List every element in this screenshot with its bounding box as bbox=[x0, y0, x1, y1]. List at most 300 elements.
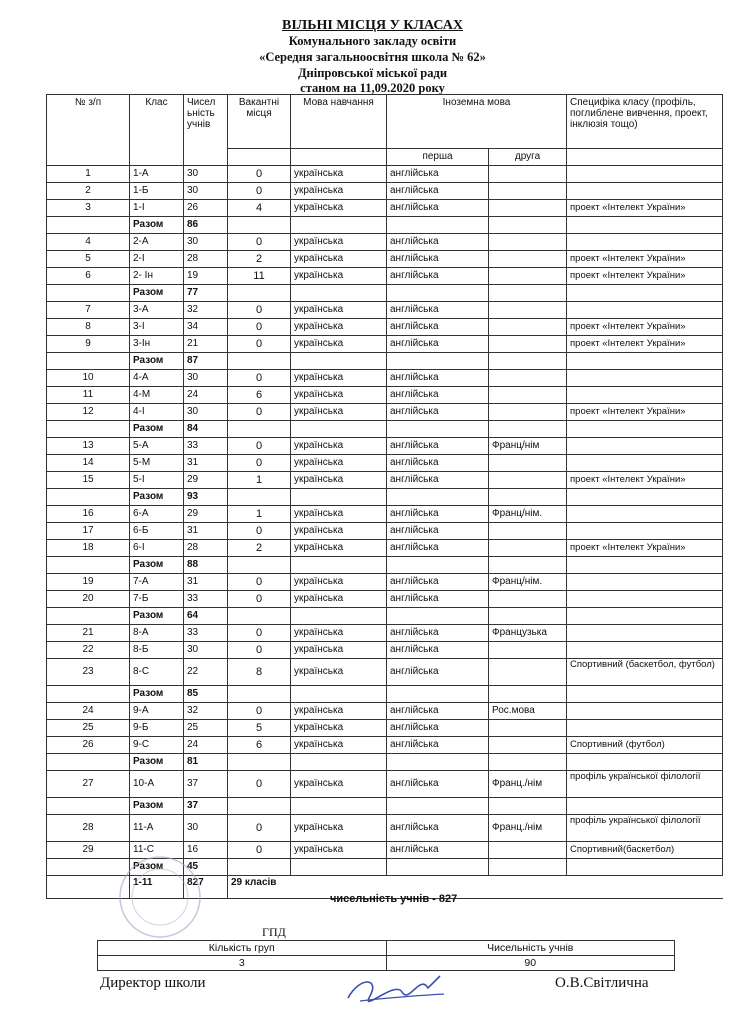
header-row bbox=[47, 95, 723, 149]
subtotal-row bbox=[47, 217, 723, 234]
first-foreign-language: англійська bbox=[387, 523, 489, 540]
row-number: 3 bbox=[47, 200, 130, 217]
pupil-count: 30 bbox=[184, 404, 228, 421]
vacant-places: 0 bbox=[228, 815, 291, 842]
subtotal-row bbox=[47, 686, 723, 703]
second-foreign-language bbox=[489, 268, 567, 285]
row-number: 17 bbox=[47, 523, 130, 540]
vacant-places: 1 bbox=[228, 472, 291, 489]
pupil-count: 16 bbox=[184, 842, 228, 859]
class-name: 2-А bbox=[130, 234, 184, 251]
pupil-count: 24 bbox=[184, 387, 228, 404]
table-row bbox=[47, 703, 723, 720]
study-language: українська bbox=[291, 387, 387, 404]
first-foreign-language: англійська bbox=[387, 370, 489, 387]
class-specifics bbox=[567, 625, 723, 642]
row-number: 22 bbox=[47, 642, 130, 659]
table-row bbox=[47, 438, 723, 455]
class-name: 6-А bbox=[130, 506, 184, 523]
class-specifics bbox=[567, 506, 723, 523]
row-number: 11 bbox=[47, 387, 130, 404]
table-row bbox=[47, 625, 723, 642]
grand-total-class-count: 29 класів bbox=[231, 877, 277, 888]
header-class: Клас bbox=[130, 95, 184, 166]
first-foreign-language: англійська bbox=[387, 183, 489, 200]
second-foreign-language: Французька bbox=[489, 625, 567, 642]
second-foreign-language bbox=[489, 737, 567, 754]
class-specifics: профіль української філології bbox=[567, 815, 723, 842]
class-specifics bbox=[567, 387, 723, 404]
class-specifics: проект «Інтелект України» bbox=[567, 336, 723, 353]
director-signature bbox=[340, 968, 450, 1008]
class-name: 7-Б bbox=[130, 591, 184, 608]
class-specifics: проект «Інтелект України» bbox=[567, 404, 723, 421]
header-first-language: перша bbox=[387, 149, 489, 166]
class-specifics bbox=[567, 703, 723, 720]
document-title: ВІЛЬНІ МІСЦЯ У КЛАСАХ bbox=[282, 18, 463, 33]
subtotal-row bbox=[47, 798, 723, 815]
class-specifics: проект «Інтелект України» bbox=[567, 319, 723, 336]
vacant-places: 0 bbox=[228, 183, 291, 200]
vacant-places: 0 bbox=[228, 574, 291, 591]
first-foreign-language: англійська bbox=[387, 200, 489, 217]
subtotal-row bbox=[47, 353, 723, 370]
row-number: 10 bbox=[47, 370, 130, 387]
class-specifics bbox=[567, 183, 723, 200]
table-body bbox=[47, 166, 723, 876]
first-foreign-language: англійська bbox=[387, 720, 489, 737]
second-foreign-language bbox=[489, 404, 567, 421]
pupil-count: 30 bbox=[184, 815, 228, 842]
pupil-count: 30 bbox=[184, 642, 228, 659]
class-name: 9-А bbox=[130, 703, 184, 720]
pupil-count: 30 bbox=[184, 234, 228, 251]
subtotal-pupils: 77 bbox=[184, 285, 228, 302]
subtotal-row bbox=[47, 489, 723, 506]
class-name: 1-І bbox=[130, 200, 184, 217]
class-name: 8-С bbox=[130, 659, 184, 686]
row-number: 16 bbox=[47, 506, 130, 523]
second-foreign-language bbox=[489, 720, 567, 737]
subtotal-pupils: 93 bbox=[184, 489, 228, 506]
subtotal-pupils: 86 bbox=[184, 217, 228, 234]
pupil-count: 25 bbox=[184, 720, 228, 737]
second-foreign-language bbox=[489, 302, 567, 319]
row-number: 12 bbox=[47, 404, 130, 421]
class-name: 3-І bbox=[130, 319, 184, 336]
study-language: українська bbox=[291, 771, 387, 798]
table-row bbox=[47, 737, 723, 754]
gpd-groups-value: 3 bbox=[98, 956, 387, 971]
row-number: 21 bbox=[47, 625, 130, 642]
class-specifics bbox=[567, 455, 723, 472]
subtotal-row bbox=[47, 608, 723, 625]
table-row bbox=[47, 319, 723, 336]
class-name: 5-М bbox=[130, 455, 184, 472]
first-foreign-language: англійська bbox=[387, 659, 489, 686]
first-foreign-language: англійська bbox=[387, 625, 489, 642]
table-row bbox=[47, 815, 723, 842]
study-language: українська bbox=[291, 472, 387, 489]
class-name: 1-Б bbox=[130, 183, 184, 200]
vacant-places: 0 bbox=[228, 404, 291, 421]
table-row bbox=[47, 659, 723, 686]
subtotal-label: Разом bbox=[130, 798, 184, 815]
class-name: 1-А bbox=[130, 166, 184, 183]
class-name: 10-А bbox=[130, 771, 184, 798]
second-foreign-language: Рос.мова bbox=[489, 703, 567, 720]
study-language: українська bbox=[291, 234, 387, 251]
second-foreign-language bbox=[489, 523, 567, 540]
subtotal-label: Разом bbox=[130, 557, 184, 574]
table-row bbox=[47, 387, 723, 404]
class-specifics: профіль української філології bbox=[567, 771, 723, 798]
study-language: українська bbox=[291, 251, 387, 268]
subtotal-label: Разом bbox=[130, 489, 184, 506]
vacant-places: 0 bbox=[228, 625, 291, 642]
table-row bbox=[47, 200, 723, 217]
study-language: українська bbox=[291, 720, 387, 737]
subtotal-label: Разом bbox=[130, 285, 184, 302]
class-specifics bbox=[567, 523, 723, 540]
first-foreign-language: англійська bbox=[387, 302, 489, 319]
first-foreign-language: англійська bbox=[387, 166, 489, 183]
table-row bbox=[47, 404, 723, 421]
pupil-count: 31 bbox=[184, 523, 228, 540]
table-row bbox=[47, 771, 723, 798]
table-row bbox=[47, 183, 723, 200]
first-foreign-language: англійська bbox=[387, 268, 489, 285]
vacant-places: 1 bbox=[228, 506, 291, 523]
first-foreign-language: англійська bbox=[387, 455, 489, 472]
second-foreign-language bbox=[489, 183, 567, 200]
subtotal-row bbox=[47, 754, 723, 771]
class-name: 9-Б bbox=[130, 720, 184, 737]
table-row bbox=[47, 472, 723, 489]
gpd-label: ГПД bbox=[262, 925, 286, 939]
institution-line-1: Комунального закладу освіти bbox=[288, 34, 457, 48]
vacant-places: 11 bbox=[228, 268, 291, 285]
first-foreign-language: англійська bbox=[387, 251, 489, 268]
second-foreign-language bbox=[489, 336, 567, 353]
study-language: українська bbox=[291, 302, 387, 319]
gpd-header-pupils: Чисельність учнів bbox=[386, 941, 675, 956]
pupils-total-note: чисельність учнів - 827 bbox=[330, 893, 458, 905]
row-number: 18 bbox=[47, 540, 130, 557]
row-number: 9 bbox=[47, 336, 130, 353]
table-row bbox=[47, 574, 723, 591]
study-language: українська bbox=[291, 506, 387, 523]
table-row bbox=[47, 642, 723, 659]
grand-total-pupils: 827 bbox=[184, 876, 228, 899]
second-foreign-language bbox=[489, 200, 567, 217]
subtotal-row bbox=[47, 557, 723, 574]
class-name: 4-М bbox=[130, 387, 184, 404]
pupil-count: 28 bbox=[184, 251, 228, 268]
second-foreign-language: Франц./нім bbox=[489, 815, 567, 842]
vacant-places: 0 bbox=[228, 234, 291, 251]
second-foreign-language bbox=[489, 387, 567, 404]
row-number: 14 bbox=[47, 455, 130, 472]
first-foreign-language: англійська bbox=[387, 472, 489, 489]
subtotal-label: Разом bbox=[130, 754, 184, 771]
study-language: українська bbox=[291, 591, 387, 608]
second-foreign-language bbox=[489, 166, 567, 183]
table-row bbox=[47, 720, 723, 737]
class-specifics bbox=[567, 642, 723, 659]
first-foreign-language: англійська bbox=[387, 815, 489, 842]
pupil-count: 22 bbox=[184, 659, 228, 686]
first-foreign-language: англійська bbox=[387, 642, 489, 659]
second-foreign-language bbox=[489, 455, 567, 472]
table-row bbox=[47, 234, 723, 251]
first-foreign-language: англійська bbox=[387, 438, 489, 455]
row-number: 8 bbox=[47, 319, 130, 336]
study-language: українська bbox=[291, 370, 387, 387]
class-specifics: Спортивний(баскетбол) bbox=[567, 842, 723, 859]
study-language: українська bbox=[291, 737, 387, 754]
class-name: 4-І bbox=[130, 404, 184, 421]
class-specifics: Спортивний (футбол) bbox=[567, 737, 723, 754]
header-num: № з/п bbox=[47, 95, 130, 166]
vacant-places: 0 bbox=[228, 642, 291, 659]
subtotal-pupils: 85 bbox=[184, 686, 228, 703]
vacant-places: 0 bbox=[228, 591, 291, 608]
study-language: українська bbox=[291, 540, 387, 557]
class-specifics: проект «Інтелект України» bbox=[567, 472, 723, 489]
second-foreign-language: Франц/нім. bbox=[489, 574, 567, 591]
first-foreign-language: англійська bbox=[387, 771, 489, 798]
class-specifics: Спортивний (баскетбол, футбол) bbox=[567, 659, 723, 686]
school-stamp bbox=[105, 852, 215, 942]
header-specifics: Специфіка класу (профіль, поглиблене вивчення, проект, інклюзія тощо) bbox=[567, 95, 723, 149]
study-language: українська bbox=[291, 703, 387, 720]
subtotal-label: Разом bbox=[130, 353, 184, 370]
study-language: українська bbox=[291, 438, 387, 455]
first-foreign-language: англійська bbox=[387, 591, 489, 608]
class-specifics: проект «Інтелект України» bbox=[567, 200, 723, 217]
class-name: 2-І bbox=[130, 251, 184, 268]
pupil-count: 24 bbox=[184, 737, 228, 754]
vacant-places: 6 bbox=[228, 737, 291, 754]
class-name: 7-А bbox=[130, 574, 184, 591]
first-foreign-language: англійська bbox=[387, 703, 489, 720]
institution-line-3: Дніпровської міської ради bbox=[297, 66, 448, 80]
row-number: 20 bbox=[47, 591, 130, 608]
class-name: 11-А bbox=[130, 815, 184, 842]
row-number: 23 bbox=[47, 659, 130, 686]
row-number: 5 bbox=[47, 251, 130, 268]
pupil-count: 29 bbox=[184, 472, 228, 489]
pupil-count: 37 bbox=[184, 771, 228, 798]
vacant-places: 0 bbox=[228, 166, 291, 183]
second-foreign-language bbox=[489, 472, 567, 489]
pupil-count: 31 bbox=[184, 574, 228, 591]
subtotal-row bbox=[47, 421, 723, 438]
subtotal-label: Разом bbox=[130, 421, 184, 438]
second-foreign-language bbox=[489, 642, 567, 659]
pupil-count: 30 bbox=[184, 166, 228, 183]
grand-total-classes-range: 1-11 bbox=[130, 876, 184, 899]
second-foreign-language bbox=[489, 370, 567, 387]
study-language: українська bbox=[291, 455, 387, 472]
subtotal-pupils: 88 bbox=[184, 557, 228, 574]
row-number: 27 bbox=[47, 771, 130, 798]
first-foreign-language: англійська bbox=[387, 574, 489, 591]
header-vacant: Вакантні місця bbox=[228, 95, 291, 149]
class-name: 2- Ін bbox=[130, 268, 184, 285]
table-row bbox=[47, 268, 723, 285]
class-specifics bbox=[567, 166, 723, 183]
pupil-count: 33 bbox=[184, 591, 228, 608]
pupil-count: 21 bbox=[184, 336, 228, 353]
date-line: станом на 11,09.2020 року bbox=[300, 81, 445, 95]
first-foreign-language: англійська bbox=[387, 404, 489, 421]
study-language: українська bbox=[291, 200, 387, 217]
table-row bbox=[47, 540, 723, 557]
pupil-count: 31 bbox=[184, 455, 228, 472]
header-language: Мова навчання bbox=[291, 95, 387, 149]
second-foreign-language bbox=[489, 659, 567, 686]
pupil-count: 33 bbox=[184, 438, 228, 455]
vacancies-table bbox=[46, 94, 723, 899]
subtotal-pupils: 87 bbox=[184, 353, 228, 370]
first-foreign-language: англійська bbox=[387, 234, 489, 251]
pupil-count: 34 bbox=[184, 319, 228, 336]
class-specifics bbox=[567, 370, 723, 387]
class-specifics: проект «Інтелект України» bbox=[567, 268, 723, 285]
row-number: 19 bbox=[47, 574, 130, 591]
class-name: 6-І bbox=[130, 540, 184, 557]
row-number: 15 bbox=[47, 472, 130, 489]
study-language: українська bbox=[291, 523, 387, 540]
class-name: 6-Б bbox=[130, 523, 184, 540]
vacant-places: 8 bbox=[228, 659, 291, 686]
first-foreign-language: англійська bbox=[387, 540, 489, 557]
header-second-language: друга bbox=[489, 149, 567, 166]
pupil-count: 26 bbox=[184, 200, 228, 217]
pupil-count: 32 bbox=[184, 703, 228, 720]
study-language: українська bbox=[291, 574, 387, 591]
second-foreign-language bbox=[489, 842, 567, 859]
institution-line-2: «Середня загальноосвітня школа № 62» bbox=[259, 50, 486, 64]
row-number: 28 bbox=[47, 815, 130, 842]
row-number: 24 bbox=[47, 703, 130, 720]
gpd-table bbox=[97, 940, 675, 971]
row-number: 4 bbox=[47, 234, 130, 251]
first-foreign-language: англійська bbox=[387, 737, 489, 754]
class-name: 9-С bbox=[130, 737, 184, 754]
vacant-places: 5 bbox=[228, 720, 291, 737]
vacant-places: 2 bbox=[228, 540, 291, 557]
header-pupils: Чисел ьність учнів bbox=[184, 95, 228, 166]
subtotal-label: Разом bbox=[130, 608, 184, 625]
subtotal-label: Разом bbox=[130, 859, 184, 876]
pupil-count: 30 bbox=[184, 183, 228, 200]
second-foreign-language bbox=[489, 540, 567, 557]
second-foreign-language: Франц/нім. bbox=[489, 506, 567, 523]
subtotal-pupils: 81 bbox=[184, 754, 228, 771]
vacant-places: 0 bbox=[228, 438, 291, 455]
vacant-places: 0 bbox=[228, 842, 291, 859]
row-number: 7 bbox=[47, 302, 130, 319]
class-specifics: проект «Інтелект України» bbox=[567, 251, 723, 268]
study-language: українська bbox=[291, 319, 387, 336]
pupil-count: 33 bbox=[184, 625, 228, 642]
subtotal-row bbox=[47, 285, 723, 302]
first-foreign-language: англійська bbox=[387, 336, 489, 353]
class-name: 3-Ін bbox=[130, 336, 184, 353]
pupil-count: 29 bbox=[184, 506, 228, 523]
study-language: українська bbox=[291, 659, 387, 686]
class-name: 8-Б bbox=[130, 642, 184, 659]
row-number: 25 bbox=[47, 720, 130, 737]
study-language: українська bbox=[291, 268, 387, 285]
subtotal-label: Разом bbox=[130, 686, 184, 703]
table-row bbox=[47, 591, 723, 608]
pupil-count: 19 bbox=[184, 268, 228, 285]
class-name: 8-А bbox=[130, 625, 184, 642]
vacant-places: 0 bbox=[228, 703, 291, 720]
study-language: українська bbox=[291, 815, 387, 842]
class-specifics bbox=[567, 234, 723, 251]
director-name: О.В.Світлична bbox=[555, 975, 649, 991]
subtotal-label: Разом bbox=[130, 217, 184, 234]
subtotal-pupils: 37 bbox=[184, 798, 228, 815]
table-row bbox=[47, 302, 723, 319]
row-number: 1 bbox=[47, 166, 130, 183]
first-foreign-language: англійська bbox=[387, 319, 489, 336]
table-row bbox=[47, 523, 723, 540]
class-name: 5-А bbox=[130, 438, 184, 455]
second-foreign-language bbox=[489, 319, 567, 336]
first-foreign-language: англійська bbox=[387, 842, 489, 859]
vacant-places: 0 bbox=[228, 336, 291, 353]
second-foreign-language bbox=[489, 251, 567, 268]
vacant-places: 0 bbox=[228, 319, 291, 336]
class-specifics bbox=[567, 438, 723, 455]
row-number: 13 bbox=[47, 438, 130, 455]
table-row bbox=[47, 336, 723, 353]
class-name: 3-А bbox=[130, 302, 184, 319]
class-specifics bbox=[567, 591, 723, 608]
study-language: українська bbox=[291, 336, 387, 353]
second-foreign-language: Франц/нім bbox=[489, 438, 567, 455]
second-foreign-language bbox=[489, 591, 567, 608]
study-language: українська bbox=[291, 642, 387, 659]
vacant-places: 0 bbox=[228, 370, 291, 387]
class-specifics bbox=[567, 574, 723, 591]
subtotal-pupils: 84 bbox=[184, 421, 228, 438]
study-language: українська bbox=[291, 183, 387, 200]
study-language: українська bbox=[291, 404, 387, 421]
header-foreign-language: Іноземна мова bbox=[387, 95, 567, 149]
pupil-count: 32 bbox=[184, 302, 228, 319]
table-row bbox=[47, 166, 723, 183]
row-number: 2 bbox=[47, 183, 130, 200]
gpd-pupils-value: 90 bbox=[386, 956, 675, 971]
table-row bbox=[47, 455, 723, 472]
class-name: 5-І bbox=[130, 472, 184, 489]
study-language: українська bbox=[291, 842, 387, 859]
vacant-places: 0 bbox=[228, 302, 291, 319]
vacant-places: 4 bbox=[228, 200, 291, 217]
vacant-places: 0 bbox=[228, 523, 291, 540]
vacant-places: 2 bbox=[228, 251, 291, 268]
gpd-header-groups: Кількість груп bbox=[98, 941, 387, 956]
table-row bbox=[47, 370, 723, 387]
class-specifics bbox=[567, 302, 723, 319]
